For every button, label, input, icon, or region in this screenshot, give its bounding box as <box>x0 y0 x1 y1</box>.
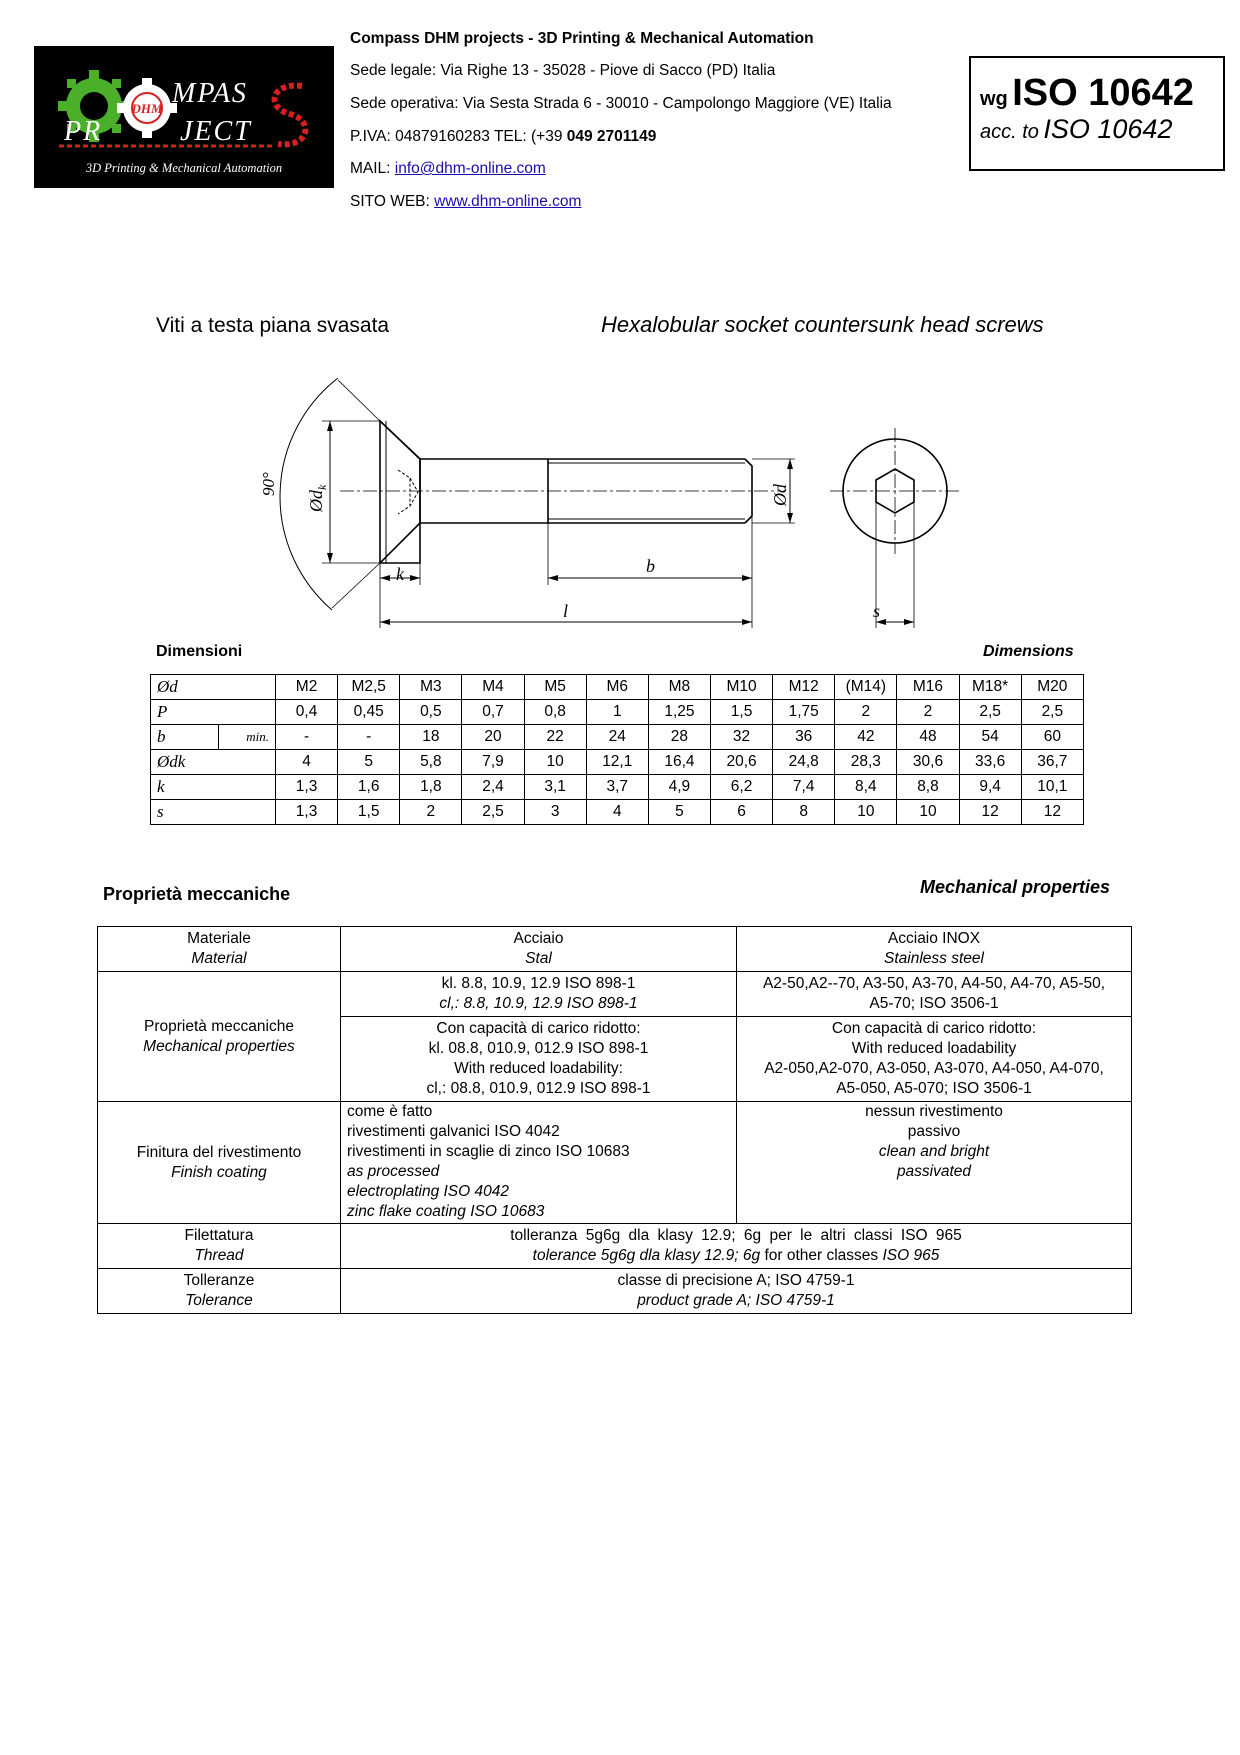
table-cell: M4 <box>462 675 524 700</box>
table-cell: 32 <box>710 725 772 750</box>
table-cell: 8 <box>773 800 835 825</box>
row-label: s <box>151 800 276 825</box>
table-cell: 9,4 <box>959 775 1021 800</box>
table-cell: 30,6 <box>897 750 959 775</box>
table-cell: 3,1 <box>524 775 586 800</box>
table-cell: 22 <box>524 725 586 750</box>
table-cell: M20 <box>1021 675 1083 700</box>
table-cell: 0,4 <box>276 700 338 725</box>
table-cell: 6 <box>710 800 772 825</box>
row-label: Ød <box>151 675 276 700</box>
table-cell: 10 <box>524 750 586 775</box>
table-cell: M5 <box>524 675 586 700</box>
k-label: k <box>396 564 404 584</box>
table-cell: 0,5 <box>400 700 462 725</box>
mechanical-heading-it: Proprietà meccaniche <box>103 884 291 904</box>
title-english: Hexalobular socket countersunk head screws <box>601 312 1044 337</box>
dk-label: $Ød_k$ <box>306 484 329 512</box>
table-cell: 7,4 <box>773 775 835 800</box>
acc-to-label: acc. to <box>980 121 1039 143</box>
mechanical-heading-en: Mechanical properties <box>920 877 1111 897</box>
table-cell: 42 <box>835 725 897 750</box>
table-row <box>151 750 1084 775</box>
table-cell: 3,7 <box>586 775 648 800</box>
table-row <box>151 675 1084 700</box>
table-row <box>151 700 1084 725</box>
table-row <box>151 775 1084 800</box>
row-label: b <box>151 725 219 750</box>
table-cell: 20,6 <box>710 750 772 775</box>
table-cell: 0,7 <box>462 700 524 725</box>
svg-text:3D Printing & Mechanical Autom: 3D Printing & Mechanical Automation <box>85 161 283 175</box>
table-cell: 1 <box>586 700 648 725</box>
dimensions-table <box>150 674 1084 825</box>
table-cell: 2 <box>897 700 959 725</box>
table-cell: 0,8 <box>524 700 586 725</box>
svg-text:JECT: JECT <box>180 116 252 147</box>
table-cell: 3 <box>524 800 586 825</box>
legal-address: Sede legale: Via Righe 13 - 35028 - Piove di Sacco (PD) Italia <box>350 62 776 79</box>
table-cell: 1,3 <box>276 775 338 800</box>
table-cell: 8,4 <box>835 775 897 800</box>
table-cell: - <box>276 725 338 750</box>
title-italian: Viti a testa piana svasata <box>156 314 390 337</box>
mail-line: MAIL: info@dhm-online.com <box>350 160 546 177</box>
table-row <box>151 800 1084 825</box>
table-cell: 12,1 <box>586 750 648 775</box>
b-label: b <box>646 556 655 576</box>
row-label: P <box>151 700 276 725</box>
wg-label: wg <box>980 88 1008 110</box>
table-cell: M8 <box>648 675 710 700</box>
table-cell: 4 <box>586 800 648 825</box>
table-cell: 10,1 <box>1021 775 1083 800</box>
dhm-gear-icon <box>117 78 177 138</box>
iso-number-italic: ISO 10642 <box>1043 114 1173 144</box>
row-qualifier: min. <box>219 725 276 750</box>
table-cell: 1,5 <box>710 700 772 725</box>
web-line: SITO WEB: www.dhm-online.com <box>350 193 582 210</box>
mechanical-table <box>97 926 1132 1314</box>
table-cell: 54 <box>959 725 1021 750</box>
table-row <box>151 725 1084 750</box>
vat-phone: P.IVA: 04879160283 TEL: (+39 049 2701149 <box>350 128 657 145</box>
table-cell: 8,8 <box>897 775 959 800</box>
mail-link[interactable]: info@dhm-online.com <box>394 160 546 177</box>
svg-text:MPAS: MPAS <box>172 78 248 109</box>
table-cell: M6 <box>586 675 648 700</box>
table-cell: 2,5 <box>462 800 524 825</box>
table-cell: - <box>338 725 400 750</box>
l-label: l <box>563 601 569 621</box>
table-cell: 12 <box>959 800 1021 825</box>
table-cell: 18 <box>400 725 462 750</box>
table-cell: 2 <box>400 800 462 825</box>
table-cell: 1,75 <box>773 700 835 725</box>
table-cell: 36,7 <box>1021 750 1083 775</box>
table-row: Filettatura Thread tolleranza 5g6g dla klasy 12.9; 6g per le altri classi ISO 965 tolerance 5g6g dla klasy 12.9; 6g for other classes ISO 965 <box>98 1224 1132 1269</box>
operational-address: Sede operativa: Via Sesta Strada 6 - 30010 - Campolongo Maggiore (VE) Italia <box>350 95 892 112</box>
table-cell: 60 <box>1021 725 1083 750</box>
table-cell: M12 <box>773 675 835 700</box>
table-cell: M18* <box>959 675 1021 700</box>
angle-label: 90° <box>259 472 278 496</box>
phone-number: 049 2701149 <box>566 128 657 145</box>
table-cell: 2,5 <box>1021 700 1083 725</box>
table-row: Con capacità di carico ridotto: kl. 08.8, 010.9, 012.9 ISO 898-1 With reduced loadability: cl,: 08.8, 010.9, 012.9 ISO 898-1 Con capacità di carico ridotto: With reduced loadability A2-050,A2-070, A3-050, A3-070, A4-050, A4-070, A5-050, A5-070; ISO 3506-1 <box>98 1017 1132 1102</box>
table-cell: 7,9 <box>462 750 524 775</box>
table-cell: 33,6 <box>959 750 1021 775</box>
table-cell: 1,6 <box>338 775 400 800</box>
table-cell: 5 <box>338 750 400 775</box>
table-cell: 36 <box>773 725 835 750</box>
table-cell: 1,25 <box>648 700 710 725</box>
table-cell: M16 <box>897 675 959 700</box>
table-cell: 5,8 <box>400 750 462 775</box>
table-row: Proprietà meccaniche Mechanical properties kl. 8.8, 10.9, 12.9 ISO 898-1 cl,: 8.8, 10.9, 12.9 ISO 898-1 A2-50,A2--70, A3-50, A3-70, A4-50, A4-70, A5-50, A5-70; ISO 3506-1 <box>98 972 1132 1017</box>
table-cell: 24 <box>586 725 648 750</box>
table-cell: 2,4 <box>462 775 524 800</box>
table-cell: 16,4 <box>648 750 710 775</box>
table-cell: 4 <box>276 750 338 775</box>
table-cell: 4,9 <box>648 775 710 800</box>
table-cell: 10 <box>897 800 959 825</box>
table-cell: 2,5 <box>959 700 1021 725</box>
table-cell: 24,8 <box>773 750 835 775</box>
table-cell: 28,3 <box>835 750 897 775</box>
company-logo <box>34 46 334 188</box>
row-label: k <box>151 775 276 800</box>
table-cell: 6,2 <box>710 775 772 800</box>
table-cell: 20 <box>462 725 524 750</box>
table-cell: (M14) <box>835 675 897 700</box>
table-cell: M3 <box>400 675 462 700</box>
svg-text:DHM: DHM <box>131 101 163 116</box>
table-cell: 5 <box>648 800 710 825</box>
table-cell: 2 <box>835 700 897 725</box>
table-cell: 1,3 <box>276 800 338 825</box>
company-name: Compass DHM projects - 3D Printing & Mechanical Automation <box>350 30 814 47</box>
dimensions-heading-en: Dimensions <box>983 643 1074 660</box>
s-label: s <box>873 601 881 621</box>
standard-box <box>969 56 1225 171</box>
dimensions-heading-it: Dimensioni <box>156 643 243 660</box>
row-label: Ødk <box>151 750 276 775</box>
web-link[interactable]: www.dhm-online.com <box>434 193 582 210</box>
table-cell: M2,5 <box>338 675 400 700</box>
screw-drawing <box>0 360 1240 630</box>
table-cell: M2 <box>276 675 338 700</box>
table-row: Materiale Material Acciaio Stal Acciaio INOX Stainless steel <box>98 927 1132 972</box>
table-cell: 12 <box>1021 800 1083 825</box>
table-cell: 1,8 <box>400 775 462 800</box>
table-cell: M10 <box>710 675 772 700</box>
table-cell: 0,45 <box>338 700 400 725</box>
iso-number: ISO 10642 <box>1012 72 1194 114</box>
svg-text:PR: PR <box>64 116 103 147</box>
table-cell: 48 <box>897 725 959 750</box>
table-row: Tolleranze Tolerance classe di precisione A; ISO 4759-1 product grade A; ISO 4759-1 <box>98 1269 1132 1314</box>
table-cell: 1,5 <box>338 800 400 825</box>
table-row: Finitura del rivestimento Finish coating come è fatto rivestimenti galvanici ISO 4042 rivestimenti in scaglie di zinco ISO 10683 as processed electroplating ISO 4042 zinc flake coating ISO 10683 nessun rivestimento passivo clean and bright passivated <box>98 1102 1132 1224</box>
table-cell: 10 <box>835 800 897 825</box>
table-cell: 28 <box>648 725 710 750</box>
d-label: Ød <box>770 484 790 506</box>
